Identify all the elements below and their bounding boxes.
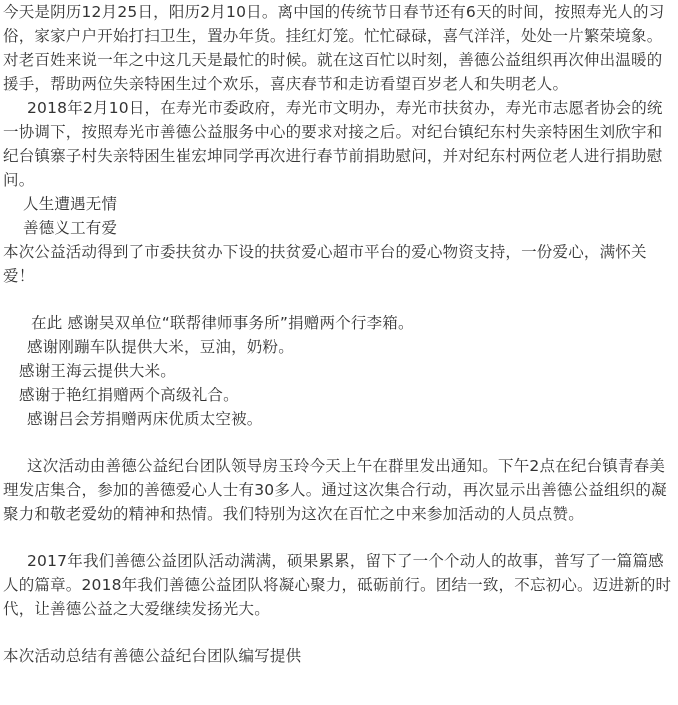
motto-line-2: 善德义工有爱 — [23, 219, 118, 237]
paragraph-date-coordination: 2018年2月10日，在寿光市委政府，寿光市文明办，寿光市扶贫办，寿光市志愿者协会的统一协调下，按照寿光市善德公益服务中心的要求对接之后。对纪台镇纪东村失亲特困生刘欣宇和纪台镇寨子村失亲特困生崔宏坤同学再次进行春节前捐助慰问，并对纪东村两位老人进行捐助慰问。 — [3, 99, 663, 189]
footer-credit: 本次活动总结有善德公益纪台团队编写提供 — [3, 647, 302, 665]
thanks-line-5: 感谢吕会芳捐赠两床优质太空被。 — [27, 410, 263, 428]
thanks-line-3: 感谢王海云提供大米。 — [19, 362, 177, 380]
thanks-line-1: 在此 感谢吴双单位“联帮律师事务所”捐赠两个行李箱。 — [31, 314, 414, 332]
spacer — [3, 288, 675, 311]
motto-line-1: 人生遭遇无情 — [23, 195, 118, 213]
thanks-line-2: 感谢刚蹦车队提供大米，豆油，奶粉。 — [27, 338, 294, 356]
paragraph-activity: 这次活动由善德公益纪台团队领导房玉玲今天上午在群里发出通知。下午2点在纪台镇青春美理发店集合，参加的善德爱心人士有30多人。通过这次集合行动，再次显示出善德公益组织的凝聚力和敬老爱幼的精神和热情。我们特别为这次在百忙之中来参加活动的人员点赞。 — [3, 457, 667, 523]
paragraph-summary: 2017年我们善德公益团队活动满满，硕果累累，留下了一个个动人的故事，普写了一篇篇感人的篇章。2018年我们善德公益团队将凝心聚力，砥砺前行。团结一致，不忘初心。迈进新的时代，让善德公益之大爱继续发扬光大。 — [3, 552, 672, 618]
spacer — [3, 621, 675, 644]
spacer — [3, 431, 675, 454]
article-body — [3, 0, 675, 668]
paragraph-intro: 今天是阴历12月25日，阳历2月10日。离中国的传统节日春节还有6天的时间，按照寿光人的习俗，家家户户开始打扫卫生，置办年货。挂红灯笼。忙忙碌碌，喜气洋洋，处处一片繁荣境象。对老百姓来说一年之中这几天是最忙的时候。就在这百忙以时刻，善德公益组织再次伸出温暖的援手，帮助两位失亲特困生过个欢乐，喜庆春节和走访看望百岁老人和失明老人。 — [3, 3, 665, 93]
paragraph-support: 本次公益活动得到了市委扶贫办下设的扶贫爱心超市平台的爱心物资支持，一份爱心，满怀关爱！ — [3, 243, 647, 285]
spacer — [3, 526, 675, 549]
thanks-line-4: 感谢于艳红捐赠两个高级礼合。 — [19, 386, 239, 404]
